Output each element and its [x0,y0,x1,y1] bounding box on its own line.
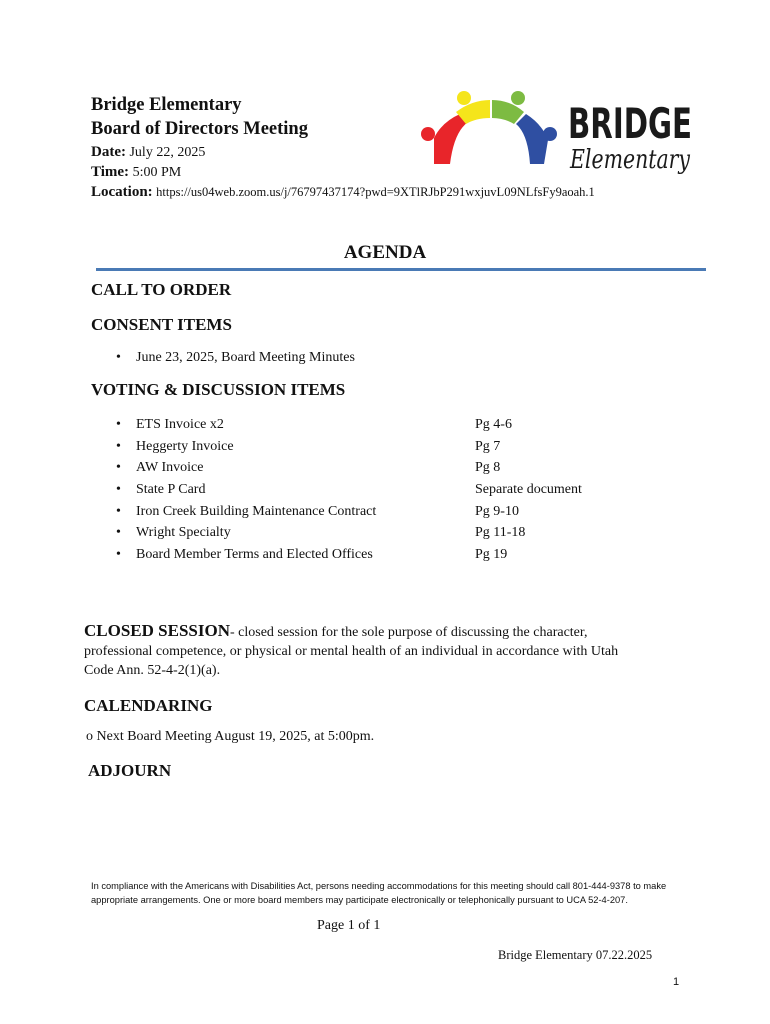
voting-page-refs [475,414,582,566]
adjourn-heading: ADJOURN [88,761,172,780]
meeting-location [91,184,595,201]
page-of-label: Page 1 of 1 [317,918,381,933]
bridge-elementary-logo [420,88,700,180]
list-item: • Iron Creek Building Maintenance Contract [112,501,376,523]
org-name: Bridge Elementary [91,95,242,115]
meeting-time [91,164,181,181]
list-item: • Board Member Terms and Elected Offices [112,544,376,566]
meeting-date [91,144,205,161]
ada-notice-line-1: In compliance with the Americans with Disabilities Act, persons needing accommodations for this meeting should call 801-444-9378 to make [91,881,667,891]
list-item: • June 23, 2025, Board Meeting Minutes [112,347,355,369]
page-ref: Pg 8 [475,460,501,476]
location-link[interactable]: https://us04web.zoom.us/j/76797437174?pwd=9XTlRJbP291wxjuvL09NLfsFy9aoah.1 [156,185,595,199]
logo-graphic [420,88,700,180]
call-to-order-heading: CALL TO ORDER [91,280,232,299]
voting-items-list [112,414,376,566]
agenda-divider [96,268,706,271]
page-ref: Pg 9-10 [475,503,519,519]
list-item: • Heggerty Invoice [112,436,376,458]
time-value: 5:00 PM [132,165,182,180]
date-label: Date: [91,144,126,160]
list-item: • State P Card [112,479,376,501]
document-id: Bridge Elementary 07.22.2025 [498,948,653,962]
logo-word-bridge: BRIDGE [568,99,692,148]
list-item: • AW Invoice [112,457,376,479]
voting-items-heading: VOTING & DISCUSSION ITEMS [91,380,346,399]
consent-items-list [112,347,355,369]
closed-session-paragraph [84,621,644,680]
page-ref: Pg 19 [475,547,508,563]
page-number: 1 [673,976,680,988]
ada-notice-line-2: appropriate arrangements. One or more board members may participate electronically or telephonically pursuant to UCA 52-4-207. [91,895,628,905]
list-item: • Wright Specialty [112,522,376,544]
page-ref: Pg 7 [475,438,501,454]
page-ref: Separate document [475,482,582,498]
time-label: Time: [91,164,130,180]
calendaring-item: o Next Board Meeting August 19, 2025, at 5:00pm. [86,729,375,744]
page-ref: Pg 4-6 [475,417,512,432]
closed-session-text: - closed session for the sole purpose of discussing the character, professional competence, or physical or mental health of an individual in accordance with Utah Code Ann. 52-4-2(1)(a). [84,625,619,678]
date-value: July 22, 2025 [129,145,206,160]
agenda-title: AGENDA [343,242,427,263]
list-item: • ETS Invoice x2 [112,414,376,436]
consent-items-heading: CONSENT ITEMS [91,315,232,334]
calendaring-heading: CALENDARING [84,696,213,715]
logo-word-elementary: Elementary [569,145,691,175]
meeting-name: Board of Directors Meeting [91,119,308,139]
page-ref: Pg 11-18 [475,525,526,541]
closed-session-heading: CLOSED SESSION [84,621,230,640]
location-label: Location: [91,184,153,200]
